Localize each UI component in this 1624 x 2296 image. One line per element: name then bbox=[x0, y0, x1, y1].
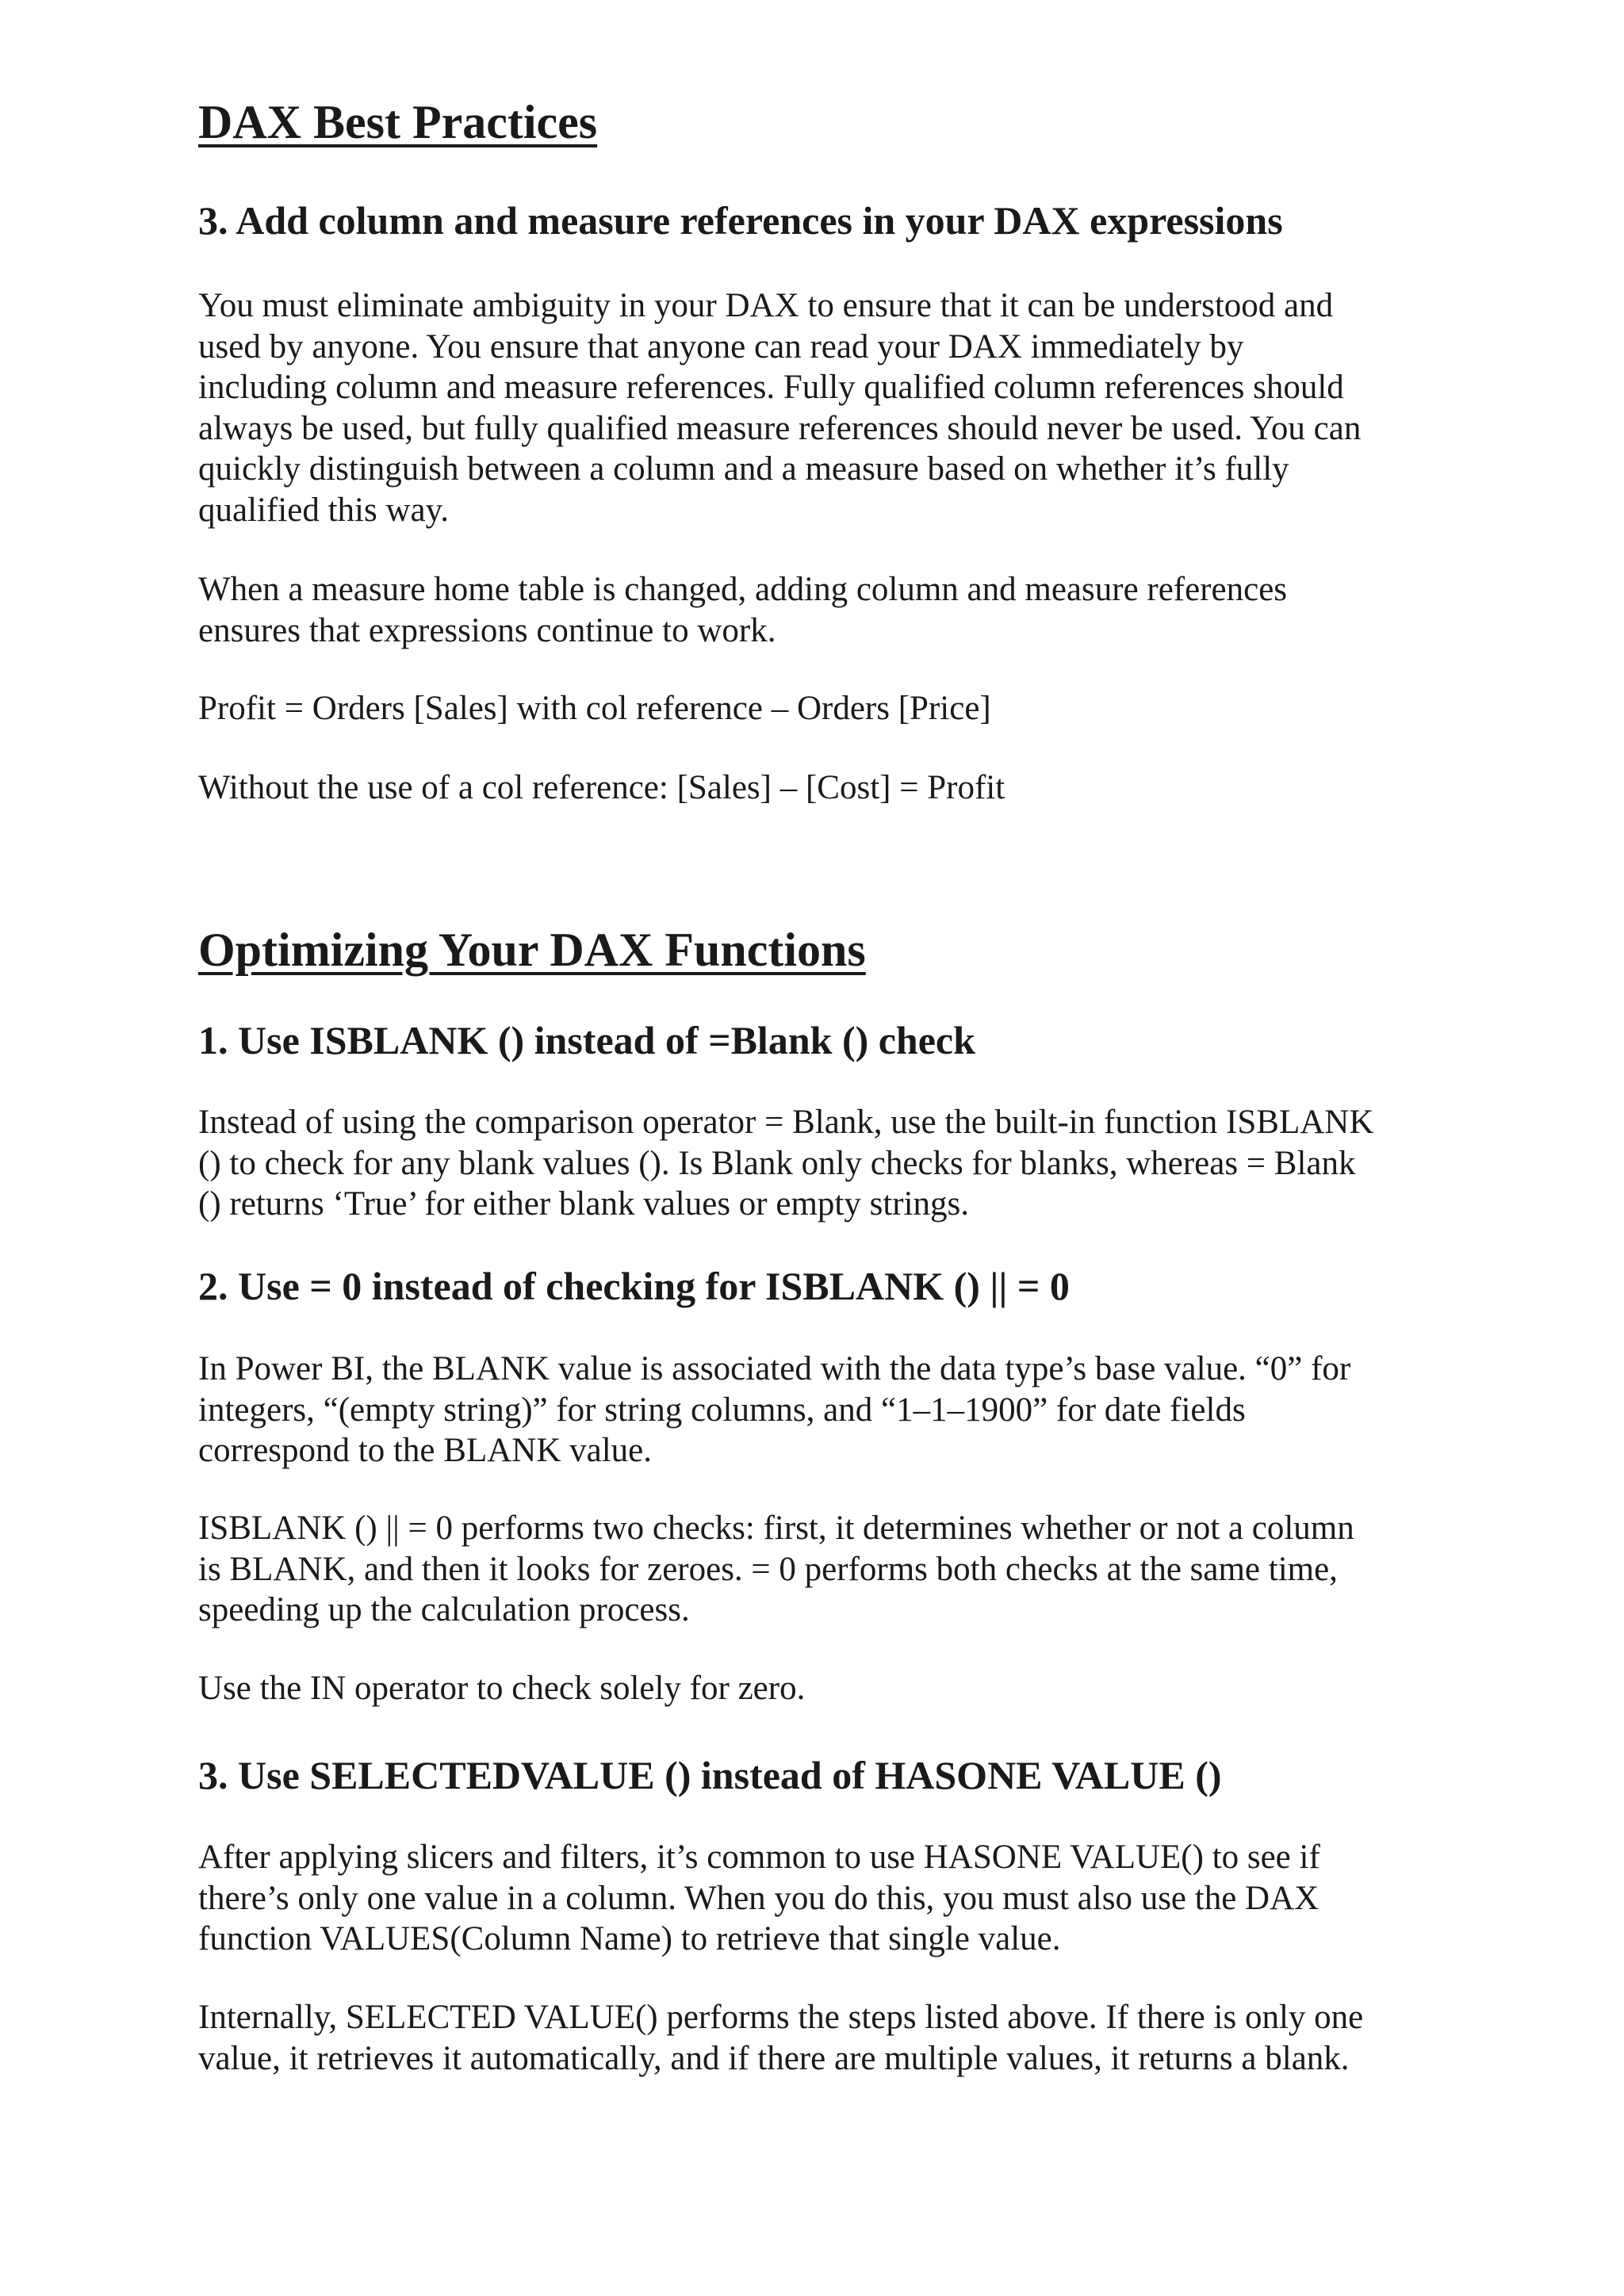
paragraph-isblank-two-checks bbox=[198, 1508, 1435, 1631]
section-title-dax-best-practices: DAX Best Practices bbox=[198, 96, 598, 148]
paragraph-profit-without-reference bbox=[198, 767, 1435, 809]
text-line: When a measure home table is changed, adding column and measure references bbox=[198, 571, 1288, 608]
text-line: Instead of using the comparison operator = Blank, use the built-in function ISBLANK bbox=[198, 1104, 1374, 1141]
text-line: Without the use of a col reference: [Sales] – [Cost] = Profit bbox=[198, 769, 1005, 806]
paragraph-hasone-value bbox=[198, 1837, 1435, 1960]
text-line: ensures that expressions continue to work. bbox=[198, 611, 776, 649]
text-line: qualified this way. bbox=[198, 491, 450, 529]
paragraph-profit-with-reference bbox=[198, 688, 1435, 729]
text-line: () returns ‘True’ for either blank values or empty strings. bbox=[198, 1185, 970, 1223]
text-line: used by anyone. You ensure that anyone can read your DAX immediately by bbox=[198, 327, 1244, 365]
text-line: including column and measure references. Fully qualified column references should bbox=[198, 369, 1344, 406]
text-line: Use the IN operator to check solely for zero. bbox=[198, 1670, 806, 1707]
text-line: speeding up the calculation process. bbox=[198, 1591, 690, 1628]
heading-use-isblank: 1. Use ISBLANK () instead of =Blank () check bbox=[198, 1018, 975, 1062]
text-line: In Power BI, the BLANK value is associated with the data type’s base value. “0” for bbox=[198, 1350, 1351, 1387]
heading-use-selectedvalue: 3. Use SELECTEDVALUE () instead of HASONE VALUE () bbox=[198, 1753, 1222, 1797]
text-line: Internally, SELECTED VALUE() performs the steps listed above. If there is only one bbox=[198, 1999, 1364, 2036]
text-line: is BLANK, and then it looks for zeroes. = 0 performs both checks at the same time, bbox=[198, 1550, 1338, 1588]
text-line: value, it retrieves it automatically, and if there are multiple values, it returns a blank. bbox=[198, 2039, 1350, 2077]
text-line: integers, “(empty string)” for string columns, and “1–1–1900” for date fields bbox=[198, 1391, 1246, 1429]
text-line: After applying slicers and filters, it’s common to use HASONE VALUE() to see if bbox=[198, 1839, 1320, 1876]
paragraph-selectedvalue-internals bbox=[198, 1997, 1435, 2079]
heading-use-equals-zero: 2. Use = 0 instead of checking for ISBLANK () || = 0 bbox=[198, 1264, 1070, 1308]
text-line: You must eliminate ambiguity in your DAX to ensure that it can be understood and bbox=[198, 287, 1334, 324]
section-title-optimizing-dax: Optimizing Your DAX Functions bbox=[198, 924, 866, 976]
paragraph-in-operator bbox=[198, 1668, 1435, 1709]
paragraph-isblank bbox=[198, 1102, 1435, 1225]
text-line: ISBLANK () || = 0 performs two checks: first, it determines whether or not a column bbox=[198, 1510, 1354, 1547]
text-line: always be used, but fully qualified measure references should never be used. You can bbox=[198, 409, 1362, 447]
paragraph-blank-base-value bbox=[198, 1349, 1435, 1471]
text-line: quickly distinguish between a column and a measure based on whether it’s fully bbox=[198, 450, 1289, 488]
text-line: Profit = Orders [Sales] with col reference – Orders [Price] bbox=[198, 690, 991, 727]
paragraph-eliminate-ambiguity bbox=[198, 285, 1435, 530]
heading-add-references: 3. Add column and measure references in your DAX expressions bbox=[198, 198, 1283, 243]
text-line: () to check for any blank values (). Is Blank only checks for blanks, whereas = Blank bbox=[198, 1144, 1356, 1182]
text-line: function VALUES(Column Name) to retrieve that single value. bbox=[198, 1920, 1061, 1957]
paragraph-home-table-changed bbox=[198, 569, 1435, 651]
text-line: there’s only one value in a column. When you do this, you must also use the DAX bbox=[198, 1879, 1320, 1917]
text-line: correspond to the BLANK value. bbox=[198, 1432, 652, 1469]
